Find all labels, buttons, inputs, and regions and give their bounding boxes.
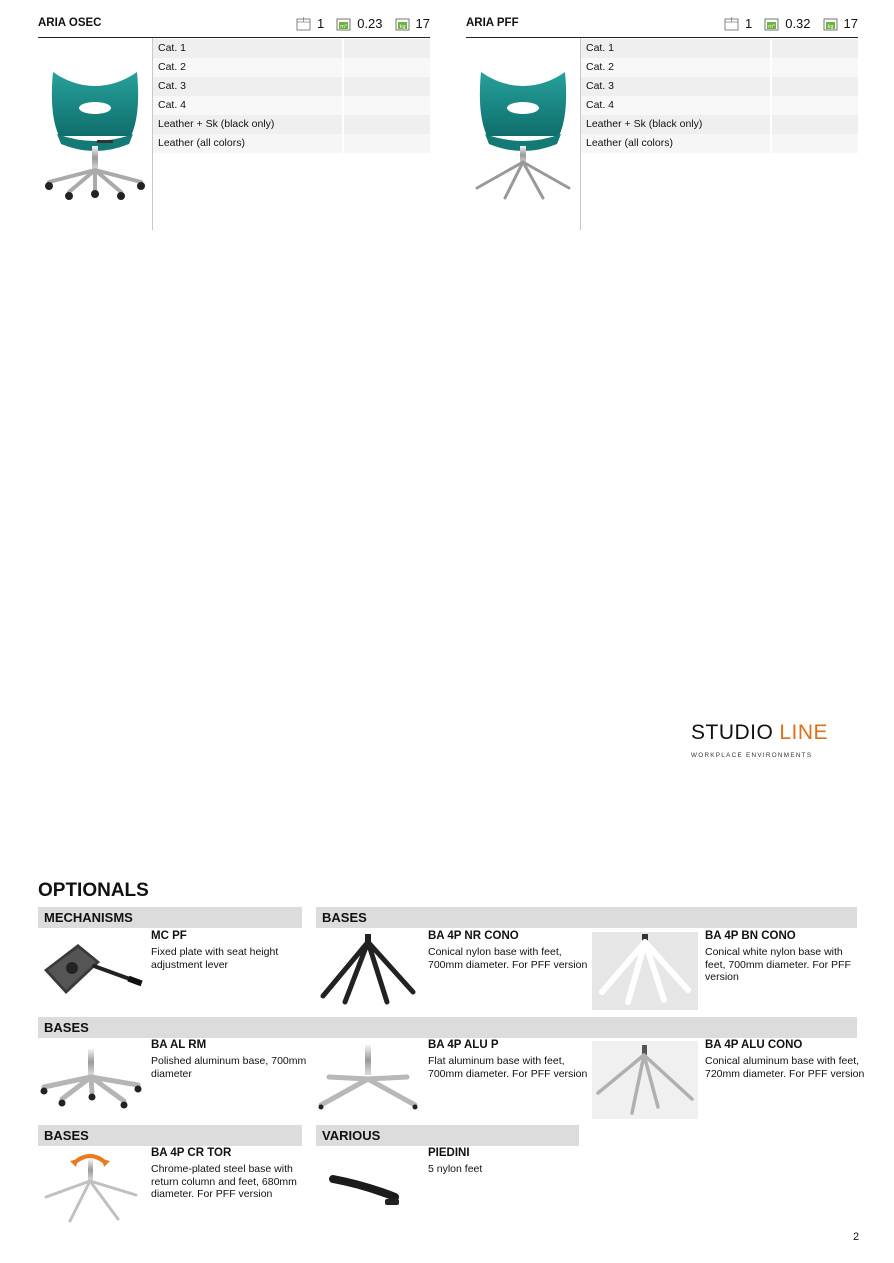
svg-text:kg: kg [398,24,406,30]
volume-value: 0.23 [357,16,383,31]
box-icon [724,16,739,31]
volume-stat [764,16,810,31]
weight-value: 17 [415,16,430,31]
table-row: Leather + Sk (black only) [581,115,858,134]
item-description: 5 nylon feet [428,1163,483,1175]
table-row: Cat. 1 [581,39,858,58]
price-category-table [581,38,858,230]
section-bases-title: BASES [44,1020,89,1035]
product-name: ARIA PFF [466,17,519,29]
section-bases-title: BASES [322,910,367,925]
table-row: Leather (all colors) [581,134,858,153]
price-category-table [153,38,430,230]
page-number: 2 [853,1231,860,1243]
svg-text:kg: kg [826,24,834,30]
item-code: BA 4P CR TOR [151,1147,232,1159]
weight-stat [823,16,858,31]
logo-tagline: WORKPLACE ENVIRONMENTS [691,752,813,759]
section-mechanisms-title: MECHANISMS [44,910,133,925]
mechanism-plate-image [38,932,144,1010]
product-name: ARIA OSEC [38,17,102,29]
product-header [38,14,430,38]
item-code: BA 4P ALU P [428,1039,499,1051]
logo-text-line: LINE [779,721,829,744]
product-body [38,38,430,230]
volume-stat [336,16,382,31]
optional-item-ba-4p-bn-cono [592,930,864,1012]
item-description: Chrome-plated steel base with return column and feet, 680mm diameter. For PFF version [151,1163,297,1200]
nylon-feet-image [315,1149,421,1227]
weight-value: 17 [843,16,858,31]
table-row: Cat. 3 [581,77,858,96]
weight-stat [395,16,430,31]
product-aria-pff [466,14,858,230]
logo-text-studio: STUDIO [691,721,774,744]
optional-item-mc-pf [38,930,310,1012]
table-row: Leather (all colors) [153,134,430,153]
product-header [466,14,858,38]
section-band [38,1017,857,1038]
volume-m3-icon [336,16,351,31]
item-code: BA AL RM [151,1039,207,1051]
svg-text:m³: m³ [340,24,348,30]
packages-value: 1 [744,16,753,31]
weight-kg-icon [823,16,838,31]
product-aria-osec [38,14,430,230]
table-row: Leather + Sk (black only) [153,115,430,134]
table-row: Cat. 2 [153,58,430,77]
weight-kg-icon [395,16,410,31]
section-bases-title: BASES [44,1128,89,1143]
item-code: BA 4P NR CONO [428,930,519,942]
flat-aluminum-base-image [315,1041,421,1119]
item-description: Fixed plate with seat height adjustment lever [151,946,279,971]
optional-item-ba-4p-nr-cono [315,930,587,1012]
table-row: Cat. 1 [153,39,430,58]
black-nylon-base-image [315,932,421,1010]
item-code: MC PF [151,930,187,942]
optional-item-ba-4p-alu-cono [592,1039,864,1121]
item-description: Conical nylon base with feet, 700mm diameter. For PFF version [428,946,588,971]
table-row: Cat. 4 [581,96,858,115]
volume-value: 0.32 [785,16,811,31]
aluminum-5-star-base-image [38,1041,144,1119]
optional-item-ba-4p-alu-p [315,1039,587,1121]
svg-text:m³: m³ [768,24,776,30]
table-row: Cat. 2 [581,58,858,77]
item-code: PIEDINI [428,1147,470,1159]
conical-aluminum-base-image [592,1041,698,1119]
chrome-swivel-base-image [38,1149,144,1227]
product-stats [712,16,858,31]
section-band [316,907,857,928]
packages-stat [724,16,752,31]
packages-stat [296,16,324,31]
item-code: BA 4P ALU CONO [705,1039,803,1051]
optional-item-ba-4p-cr-tor [38,1147,310,1229]
chair-pff-image [466,38,581,230]
item-description: Flat aluminum base with feet, 700mm diameter. For PFF version [428,1055,588,1080]
item-description: Polished aluminum base, 700mm diameter [151,1055,307,1080]
product-stats [284,16,430,31]
optionals-title: OPTIONALS [38,880,149,901]
optional-item-piedini [315,1147,587,1229]
table-row: Cat. 4 [153,96,430,115]
studioline-logo [691,720,829,759]
packages-value: 1 [316,16,325,31]
white-nylon-base-image [592,932,698,1010]
optional-item-ba-al-rm [38,1039,310,1121]
item-code: BA 4P BN CONO [705,930,796,942]
item-description: Conical aluminum base with feet, 720mm diameter. For PFF version [705,1055,865,1080]
product-body [466,38,858,230]
volume-m3-icon [764,16,779,31]
section-various-title: VARIOUS [322,1128,381,1143]
chair-osec-image [38,38,153,230]
table-row: Cat. 3 [153,77,430,96]
item-description: Conical white nylon base with feet, 700mm diameter. For PFF version [705,946,851,983]
box-icon [296,16,311,31]
